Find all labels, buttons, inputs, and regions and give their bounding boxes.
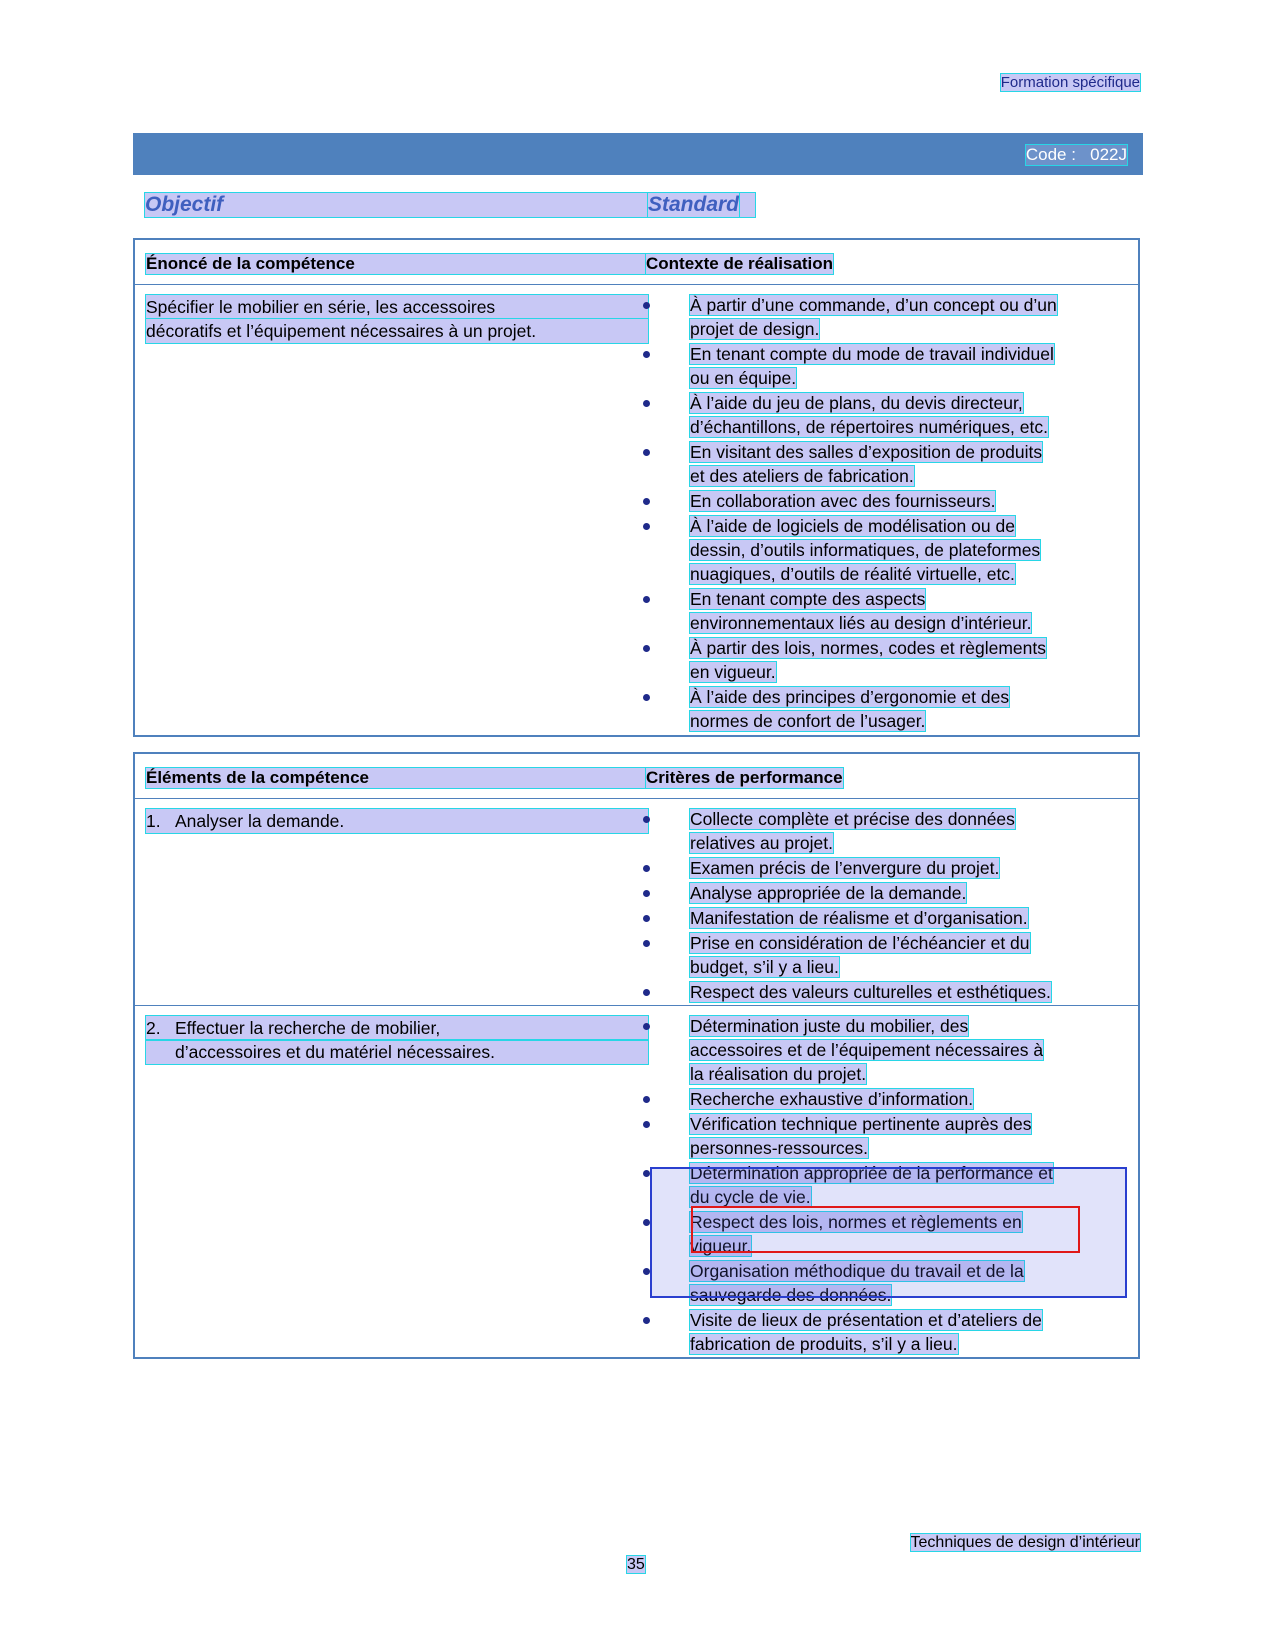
competence-table [133, 238, 1140, 737]
bullet-line: nuagiques, d’outils de réalité virtuelle, etc. [690, 564, 1015, 584]
bullet-line: fabrication de produits, s’il y a lieu. [690, 1334, 958, 1354]
bullet-line: Respect des valeurs culturelles et esthétiques. [690, 982, 1051, 1002]
bullet-line: Vérification technique pertinente auprès des [690, 1114, 1032, 1134]
page-number [627, 1556, 645, 1574]
code-label-text: Code : [1025, 145, 1076, 164]
footer-title [911, 1534, 1140, 1552]
bullet-line: En tenant compte des aspects [690, 589, 926, 609]
bullet-line: À partir des lois, normes, codes et règlements [690, 638, 1046, 658]
program-title: Techniques de design d’intérieur [910, 1534, 1140, 1551]
bullet-line: et des ateliers de fabrication. [690, 466, 914, 486]
running-header [1001, 74, 1140, 91]
bullet-line: sauvegarde des données. [690, 1285, 892, 1305]
bullet-line: Détermination juste du mobilier, des [690, 1016, 969, 1036]
bullet-item [643, 342, 1123, 390]
bullet-item [643, 980, 1123, 1004]
bullet-line: relatives au projet. [690, 833, 833, 853]
title-band [133, 133, 1143, 175]
element-1 [146, 809, 686, 833]
bullet-line: Respect des lois, normes et règlements en [690, 1212, 1022, 1232]
header-elements: Éléments de la compétence [146, 768, 648, 788]
bullet-line: accessoires et de l’équipement nécessaires à [690, 1040, 1044, 1060]
competence-line: Spécifier le mobilier en série, les accessoires [146, 295, 648, 319]
header-enonce: Énoncé de la compétence [146, 254, 648, 274]
section-title-standard: Standard [648, 193, 740, 216]
element-2 [146, 1016, 686, 1064]
bullet-line: À l’aide du jeu de plans, du devis directeur, [690, 393, 1023, 413]
bullet-line: budget, s’il y a lieu. [690, 957, 839, 977]
bullet-item [643, 685, 1123, 733]
bullet-line: du cycle de vie. [690, 1187, 811, 1207]
bullet-item [643, 440, 1123, 488]
element-text: d’accessoires et du matériel nécessaires. [146, 1040, 648, 1064]
header-contexte: Contexte de réalisation [646, 254, 834, 273]
bullet-line: Organisation méthodique du travail et de la [690, 1261, 1024, 1281]
element-number: 2. [146, 1018, 161, 1038]
criteres-list-1 [643, 807, 1123, 1005]
contexte-list [643, 293, 1123, 734]
bullet-line: la réalisation du projet. [690, 1064, 867, 1084]
bullet-item [643, 1308, 1123, 1356]
code-label [1026, 145, 1127, 165]
element-text: Analyser la demande. [175, 811, 345, 831]
bullet-line: Analyse appropriée de la demande. [690, 883, 967, 903]
bullet-item [643, 514, 1123, 586]
bullet-line: normes de confort de l’usager. [690, 711, 926, 731]
bullet-line: Prise en considération de l’échéancier et du [690, 933, 1030, 953]
bullet-item [643, 391, 1123, 439]
header-criteres: Critères de performance [646, 768, 843, 787]
bullet-item [643, 856, 1123, 880]
code-value: 022J [1090, 145, 1127, 164]
bullet-line: Visite de lieux de présentation et d’ateliers de [690, 1310, 1042, 1330]
element-number: 1. [146, 811, 161, 831]
bullet-item [643, 906, 1123, 930]
bullet-item [643, 1014, 1123, 1086]
bullet-line: vigueur. [690, 1236, 752, 1256]
bullet-line: Recherche exhaustive d’information. [690, 1089, 974, 1109]
bullet-line: personnes-ressources. [690, 1138, 868, 1158]
bullet-line: En collaboration avec des fournisseurs. [690, 491, 996, 511]
bullet-item [643, 489, 1123, 513]
bullet-line: ou en équipe. [690, 368, 797, 388]
bullet-item [643, 931, 1123, 979]
element-text: Effectuer la recherche de mobilier, [175, 1018, 441, 1038]
bullet-item [643, 807, 1123, 855]
section-labels [145, 193, 1135, 219]
element-row-1 [135, 799, 1138, 1005]
highlight-box [691, 1206, 1080, 1253]
bullet-item [643, 881, 1123, 905]
bullet-line: À l’aide des principes d’ergonomie et des [690, 687, 1010, 707]
bullet-line: À partir d’une commande, d’un concept ou d’un [690, 295, 1057, 315]
section-title-objectif: Objectif [145, 193, 755, 217]
competence-line: décoratifs et l’équipement nécessaires à un projet. [146, 319, 648, 343]
bullet-line: environnementaux liés au design d’intérieur. [690, 613, 1032, 633]
bullet-line: Examen précis de l’envergure du projet. [690, 858, 1000, 878]
competence-row [135, 285, 1138, 735]
bullet-line: en vigueur. [690, 662, 776, 682]
bullet-line: Détermination appropriée de la performance et [690, 1163, 1053, 1183]
bullet-line: Manifestation de réalisme et d’organisation. [690, 908, 1028, 928]
bullet-item [643, 636, 1123, 684]
bullet-line: Collecte complète et précise des données [690, 809, 1015, 829]
running-title: Formation spécifique [1000, 74, 1140, 91]
bullet-item [643, 1112, 1123, 1160]
performance-table-header [135, 754, 1138, 799]
bullet-line: À l’aide de logiciels de modélisation ou de [690, 516, 1015, 536]
bullet-line: dessin, d’outils informatiques, de plateformes [690, 540, 1041, 560]
competence-table-header [135, 240, 1138, 285]
bullet-item [643, 293, 1123, 341]
bullet-line: En visitant des salles d’exposition de produits [690, 442, 1043, 462]
page-number-text: 35 [627, 1556, 645, 1573]
bullet-line: En tenant compte du mode de travail individuel [690, 344, 1054, 364]
bullet-item [643, 587, 1123, 635]
bullet-line: d’échantillons, de répertoires numériques, etc. [690, 417, 1048, 437]
competence-statement [146, 295, 686, 343]
bullet-line: projet de design. [690, 319, 820, 339]
bullet-item [643, 1087, 1123, 1111]
